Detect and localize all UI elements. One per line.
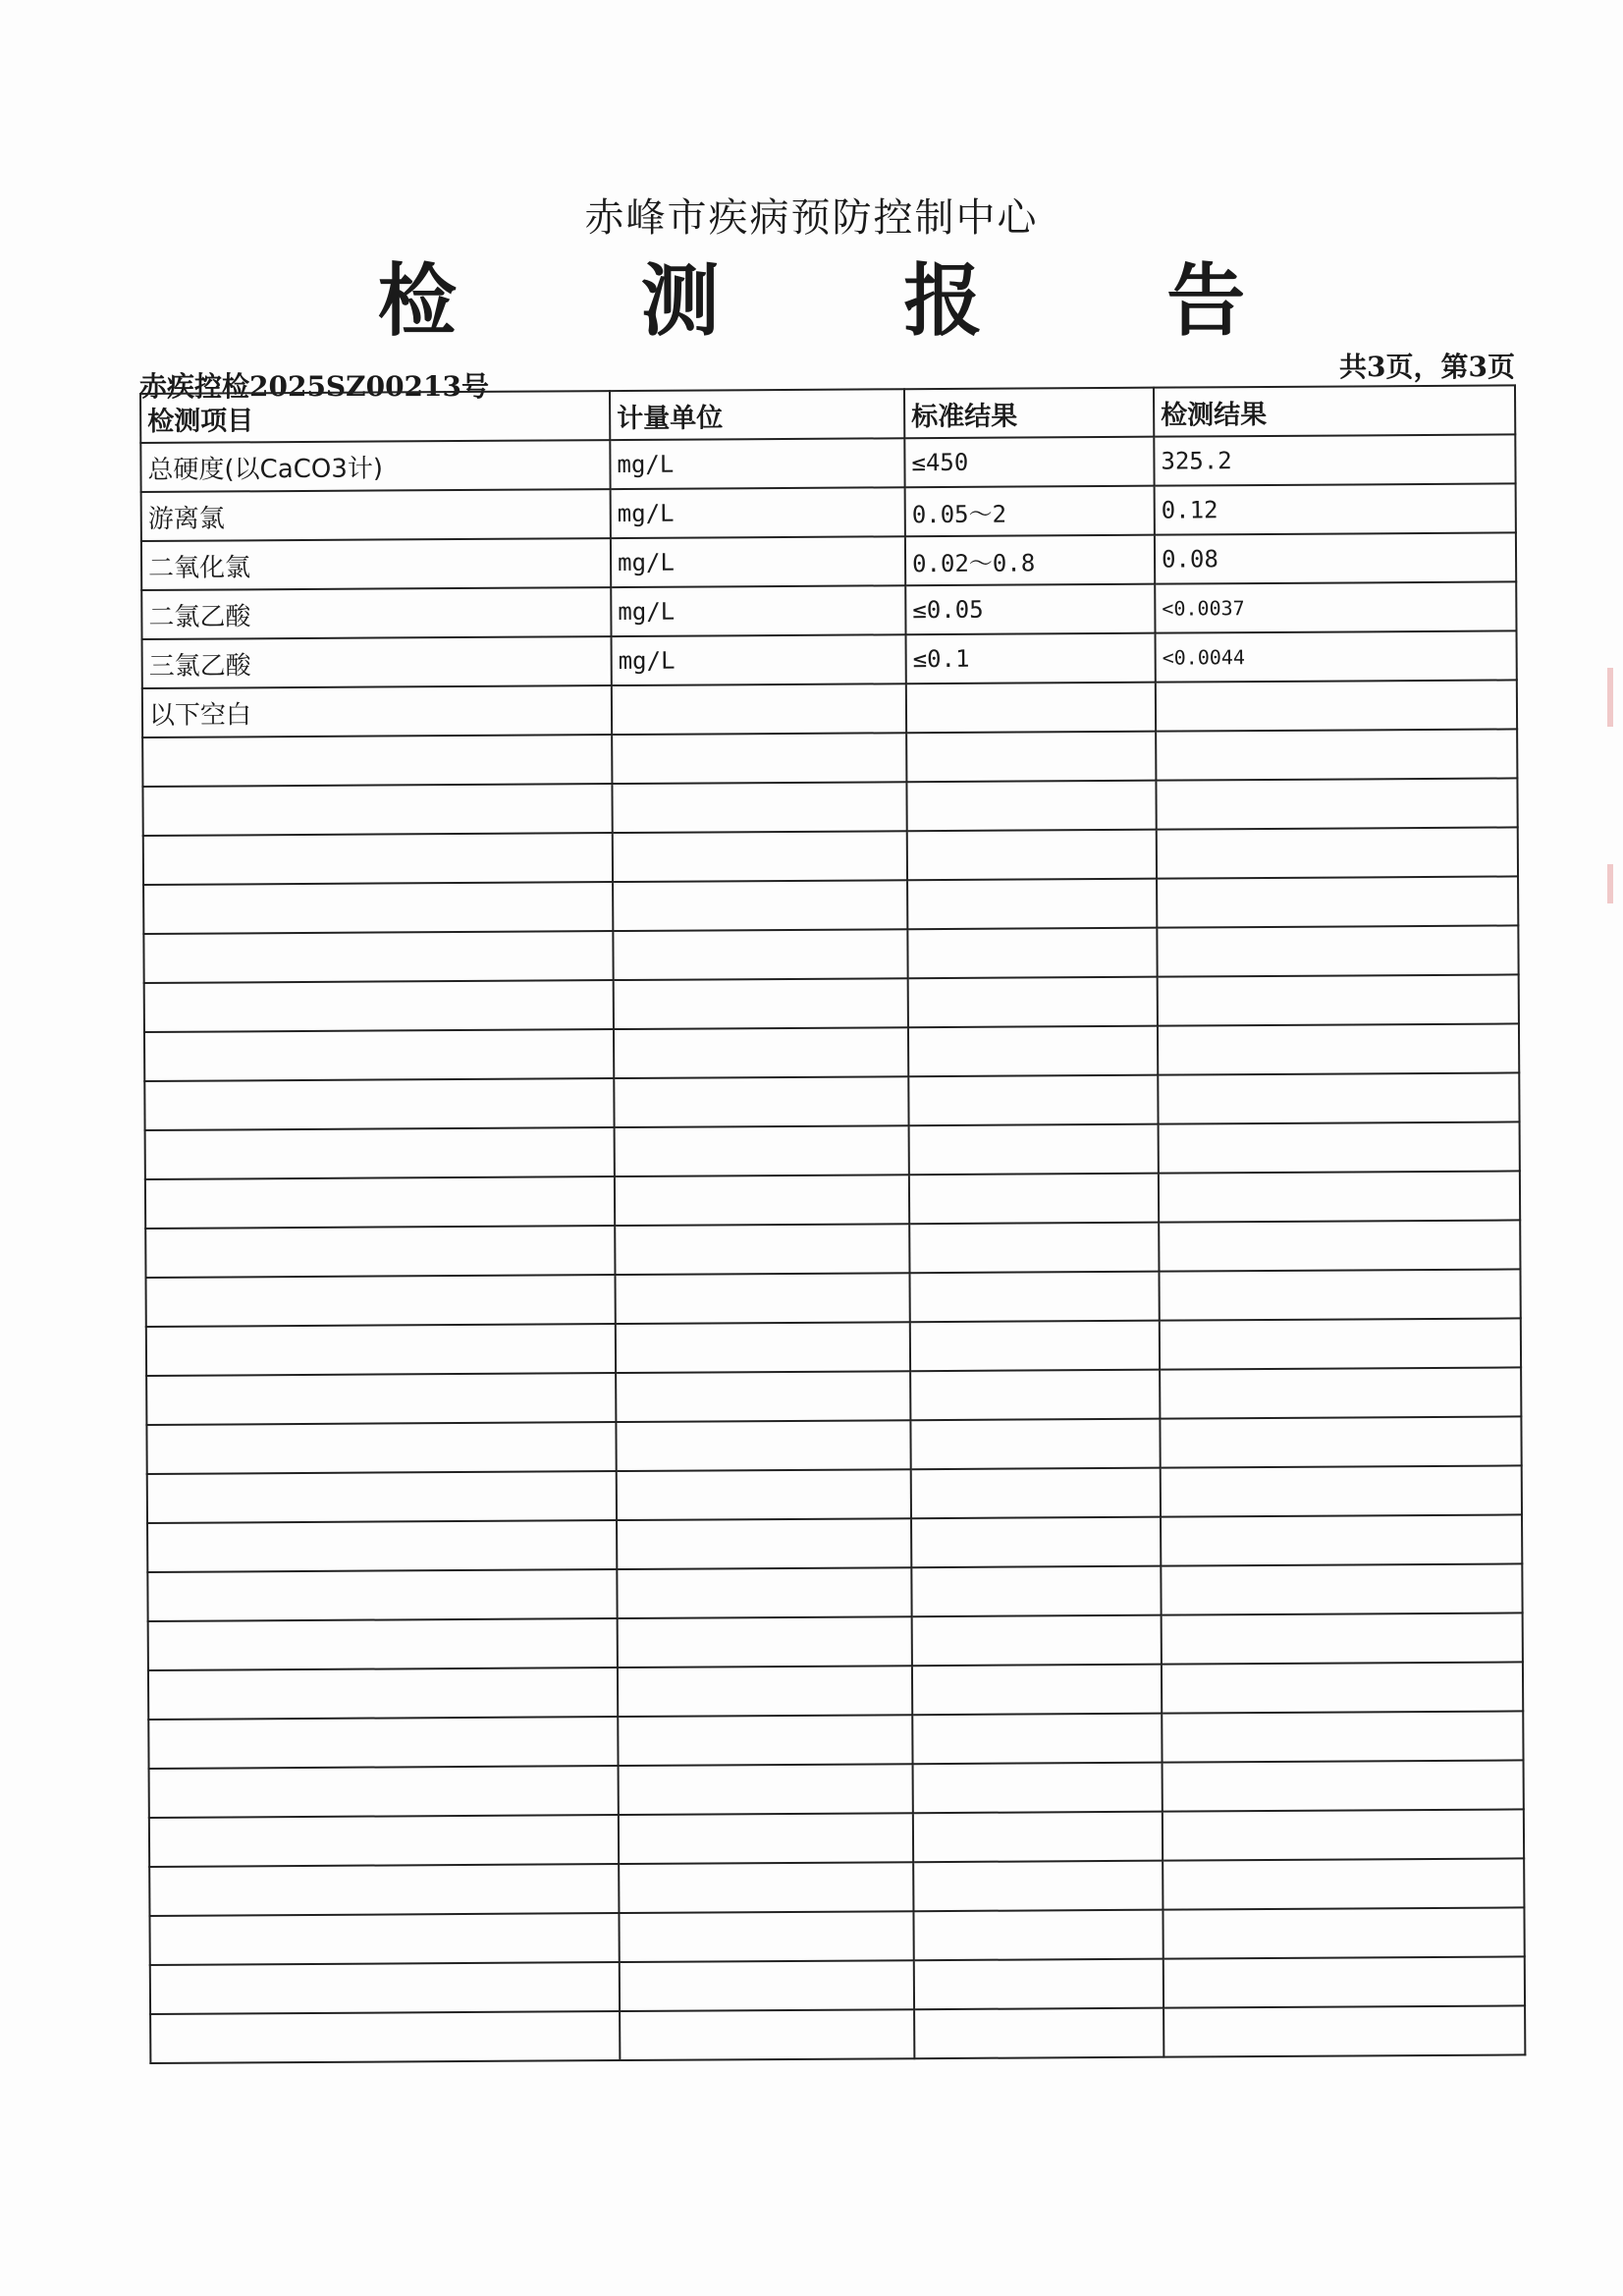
cell-blank (1163, 1956, 1525, 2007)
cell-unit: mg/L (610, 438, 904, 489)
table-row-blank (145, 1171, 1520, 1229)
table-row-blank (150, 2005, 1525, 2063)
page-count: 共3页，第3页 (1339, 351, 1515, 383)
cell-blank (613, 929, 907, 980)
cell-blank (612, 733, 906, 784)
cell-blank (149, 1864, 619, 1916)
table-row (141, 581, 1516, 639)
cell-blank (907, 830, 1157, 881)
cell-blank (910, 1321, 1160, 1372)
table-row (140, 434, 1515, 492)
table-header-row (140, 385, 1515, 443)
cell-blank (1163, 2005, 1525, 2056)
cell-blank (146, 1373, 616, 1425)
cell-blank (148, 1618, 618, 1670)
table-row-blank (149, 1907, 1524, 1965)
cell-blank (1160, 1367, 1521, 1418)
cell-blank (906, 781, 1156, 832)
cell-blank (912, 1665, 1162, 1716)
cell-item: 以下空白 (142, 685, 612, 738)
cell-blank (907, 879, 1157, 930)
column-header-item: 检测项目 (140, 391, 610, 443)
cell-unit: mg/L (611, 536, 905, 587)
cell-result: <0.0037 (1155, 581, 1516, 632)
cell-blank (1163, 1907, 1524, 1958)
cell-unit: mg/L (611, 487, 905, 538)
cell-standard: ≤0.05 (905, 584, 1155, 635)
table-row-blank (148, 1711, 1523, 1769)
table-row (141, 483, 1516, 541)
cell-standard: 0.05～2 (905, 486, 1155, 537)
cell-blank (1163, 1809, 1524, 1860)
cell-blank (909, 1223, 1159, 1274)
cell-blank (617, 1567, 911, 1618)
cell-blank (149, 1815, 619, 1867)
table-row-blank (146, 1416, 1521, 1474)
cell-blank (1160, 1318, 1521, 1369)
cell-blank (147, 1569, 617, 1621)
table-row-blank (148, 1662, 1523, 1720)
table-row-blank (149, 1809, 1524, 1867)
report-number: 赤疾控检2025SZ00213号 (139, 370, 490, 403)
table-row-blank (149, 1858, 1524, 1916)
cell-result: 0.12 (1155, 483, 1516, 534)
table-row-blank (146, 1318, 1521, 1376)
scan-edge-mark (1607, 864, 1613, 903)
table-row-blank (144, 1023, 1519, 1081)
cell-blank (144, 1029, 614, 1081)
cell-blank (1160, 1416, 1521, 1467)
cell-blank (908, 977, 1158, 1028)
table-row-blank (146, 1269, 1521, 1327)
cell-blank (909, 1272, 1159, 1323)
cell-blank (149, 1766, 619, 1818)
cell-blank (616, 1371, 910, 1422)
cell-blank (615, 1125, 909, 1176)
cell-blank (909, 1174, 1159, 1225)
cell-blank (146, 1324, 616, 1376)
cell-item: 游离氯 (141, 489, 611, 541)
cell-blank (616, 1420, 910, 1471)
cell-blank (619, 1764, 913, 1815)
cell-blank (614, 1076, 908, 1127)
cell-blank (909, 1124, 1159, 1175)
cell-blank (1157, 827, 1518, 878)
table-row-blank (145, 1121, 1520, 1179)
cell-standard: ≤0.1 (906, 633, 1156, 684)
cell-blank (613, 880, 907, 931)
cell-result: <0.0044 (1156, 630, 1517, 682)
cell-blank (1157, 876, 1518, 927)
cell-blank (619, 1911, 913, 1962)
cell-blank (618, 1715, 912, 1766)
cell-blank (1161, 1563, 1522, 1614)
cell-blank (146, 1275, 616, 1327)
cell-blank (618, 1666, 912, 1717)
cell-blank (150, 2011, 620, 2063)
cell-blank (619, 1813, 913, 1864)
table-row-blank (143, 925, 1518, 983)
table-row (141, 532, 1516, 590)
cell-blank (1162, 1711, 1523, 1762)
table-row-blank (147, 1563, 1522, 1621)
cell-blank (912, 1714, 1162, 1765)
cell-blank (143, 882, 613, 934)
cell-result (1156, 680, 1517, 731)
cell-item: 二氯乙酸 (141, 587, 611, 639)
cell-blank (914, 2008, 1163, 2059)
table-row (142, 680, 1517, 738)
cell-blank (1158, 974, 1519, 1025)
cell-blank (143, 833, 613, 885)
cell-blank (150, 1962, 620, 2014)
cell-blank (1163, 1858, 1524, 1909)
cell-blank (146, 1422, 616, 1474)
cell-blank (1161, 1465, 1522, 1516)
cell-unit: mg/L (612, 634, 906, 685)
cell-blank (1156, 729, 1517, 780)
cell-blank (1159, 1171, 1520, 1222)
cell-blank (1159, 1121, 1520, 1173)
cell-blank (147, 1520, 617, 1572)
cell-blank (907, 928, 1157, 979)
cell-blank (613, 831, 907, 882)
cell-blank (911, 1468, 1161, 1519)
cell-blank (913, 1763, 1163, 1814)
cell-blank (910, 1419, 1160, 1470)
cell-blank (914, 1959, 1163, 2010)
table-row-blank (148, 1613, 1523, 1670)
cell-blank (619, 1862, 913, 1913)
cell-blank (148, 1667, 618, 1720)
cell-blank (1157, 925, 1518, 976)
cell-blank (908, 1026, 1158, 1077)
report-title: 检 测 报 告 (377, 254, 1325, 347)
cell-blank (620, 1960, 914, 2011)
table-row-blank (145, 1220, 1520, 1278)
cell-standard (906, 683, 1156, 734)
cell-item: 二氧化氯 (141, 538, 611, 590)
cell-blank (1158, 1072, 1519, 1123)
cell-blank (1158, 1023, 1519, 1074)
cell-blank (911, 1566, 1161, 1617)
cell-item: 总硬度(以CaCO3计) (140, 440, 610, 492)
cell-result: 325.2 (1154, 434, 1515, 485)
cell-blank (147, 1471, 617, 1523)
column-header-unit: 计量单位 (610, 389, 904, 440)
cell-standard: ≤450 (904, 437, 1154, 488)
cell-unit: mg/L (611, 585, 905, 636)
cell-blank (612, 782, 906, 833)
cell-standard: 0.02～0.8 (905, 535, 1155, 586)
cell-blank (618, 1616, 912, 1667)
column-header-result: 检测结果 (1154, 385, 1515, 436)
cell-blank (908, 1075, 1158, 1126)
organization-name: 赤峰市疾病预防控制中心 (584, 195, 1039, 241)
table-row-blank (149, 1760, 1524, 1818)
cell-blank (620, 2009, 914, 2060)
table-row-blank (142, 729, 1517, 787)
cell-blank (615, 1273, 909, 1324)
cell-blank (144, 1078, 614, 1130)
cell-blank (913, 1861, 1163, 1912)
cell-blank (912, 1615, 1162, 1667)
results-table (139, 384, 1526, 2064)
cell-blank (1162, 1613, 1523, 1664)
cell-blank (1159, 1220, 1520, 1271)
cell-blank (1156, 778, 1517, 829)
cell-blank (615, 1175, 909, 1226)
cell-blank (145, 1127, 615, 1179)
table-row-blank (143, 827, 1518, 885)
cell-blank (913, 1910, 1163, 1961)
scan-edge-mark (1607, 668, 1613, 727)
cell-blank (143, 931, 613, 983)
cell-blank (614, 978, 908, 1029)
cell-blank (148, 1717, 618, 1769)
cell-blank (149, 1913, 619, 1965)
cell-blank (1163, 1760, 1524, 1811)
cell-blank (1161, 1514, 1522, 1565)
cell-item: 三氯乙酸 (142, 636, 612, 688)
cell-blank (142, 784, 612, 836)
cell-blank (910, 1370, 1160, 1421)
cell-blank (617, 1518, 911, 1569)
cell-result: 0.08 (1155, 532, 1516, 583)
table-row (142, 630, 1517, 688)
cell-blank (913, 1812, 1163, 1863)
table-row-blank (144, 974, 1519, 1032)
table-row-blank (143, 876, 1518, 934)
cell-blank (145, 1176, 615, 1229)
table-row-blank (146, 1367, 1521, 1425)
cell-blank (911, 1517, 1161, 1568)
cell-blank (1159, 1269, 1520, 1320)
table-row-blank (150, 1956, 1525, 2014)
cell-blank (1162, 1662, 1523, 1713)
cell-unit (612, 683, 906, 735)
cell-blank (142, 735, 612, 787)
cell-blank (615, 1224, 909, 1275)
results-table-wrapper (139, 384, 1524, 2064)
cell-blank (906, 732, 1156, 783)
column-header-standard: 标准结果 (904, 388, 1154, 439)
cell-blank (616, 1322, 910, 1373)
table-row-blank (142, 778, 1517, 836)
table-row-blank (147, 1514, 1522, 1572)
cell-blank (145, 1226, 615, 1278)
cell-blank (617, 1469, 911, 1520)
table-row-blank (144, 1072, 1519, 1130)
cell-blank (144, 980, 614, 1032)
table-row-blank (147, 1465, 1522, 1523)
cell-blank (614, 1027, 908, 1078)
